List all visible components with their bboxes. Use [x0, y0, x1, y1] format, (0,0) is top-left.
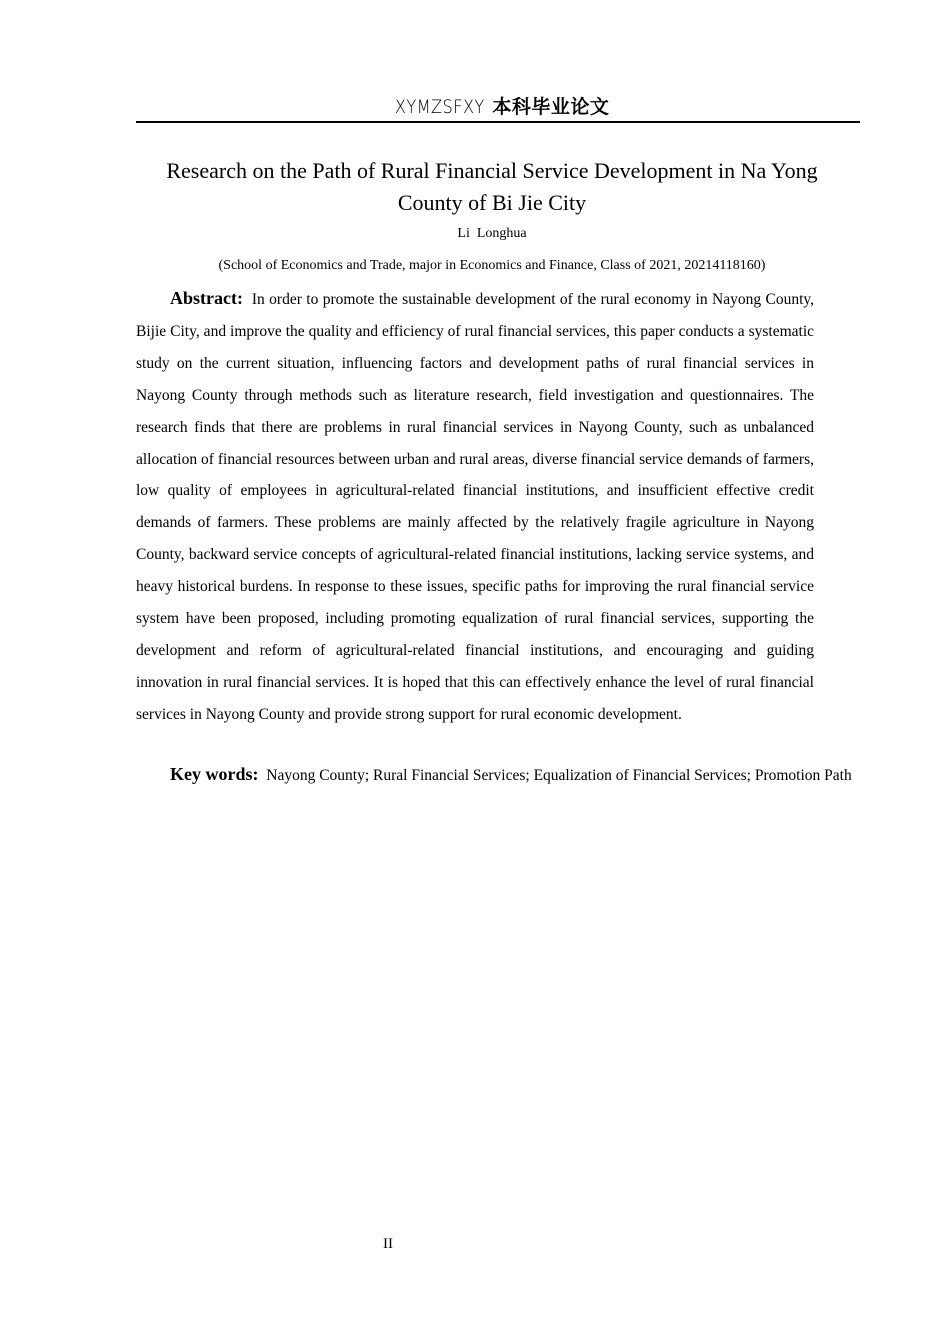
- header-rule: [136, 121, 860, 123]
- abstract-text: In order to promote the sustainable development of the rural economy in Nayong County, Bijie City, and improve the quality and efficiency of rural financial services, this paper conducts a systematic study on the current situation, influencing factors and development paths of rural financial services in Nayong County through methods such as literature research, field investigation and questionnaires. The research finds that there are problems in rural financial services in Nayong County, such as unbalanced allocation of financial resources between urban and rural areas, diverse financial service demands of farmers, low quality of employees in agricultural-related financial institutions, and insufficient effective credit demands of farmers. These problems are mainly affected by the relatively fragile agriculture in Nayong County, backward service concepts of agricultural-related financial institutions, lacking service systems, and heavy historical burdens. In response to these issues, specific paths for improving the rural financial service system have been proposed, including promoting equalization of rural financial services, supporting the development and reform of agricultural-related financial institutions, and encouraging and guiding innovation in rural financial services. It is hoped that this can effectively enhance the level of rural financial services in Nayong County and provide strong support for rural economic development.: [136, 291, 815, 723]
- author-affiliation: (School of Economics and Trade, major in Economics and Finance, Class of 2021, 20214118160): [218, 258, 766, 273]
- author-name: Li Longhua: [457, 226, 527, 241]
- paper-title: Research on the Path of Rural Financial Service Development in Na Yong County of Bi Jie City: [166, 158, 818, 215]
- page-number: II: [383, 1236, 393, 1252]
- keywords-text: Nayong County; Rural Financial Services; Equalization of Financial Services; Promotion Path: [266, 767, 852, 784]
- running-header: [136, 92, 860, 121]
- keywords-paragraph: [136, 762, 860, 788]
- header-abbreviation: XYMZSFXY: [394, 96, 485, 118]
- abstract-label: Abstract:: [170, 288, 243, 308]
- header-thesis-label: 本科毕业论文: [492, 96, 610, 118]
- abstract-paragraph: [136, 283, 814, 731]
- keywords-label: Key words:: [170, 764, 259, 784]
